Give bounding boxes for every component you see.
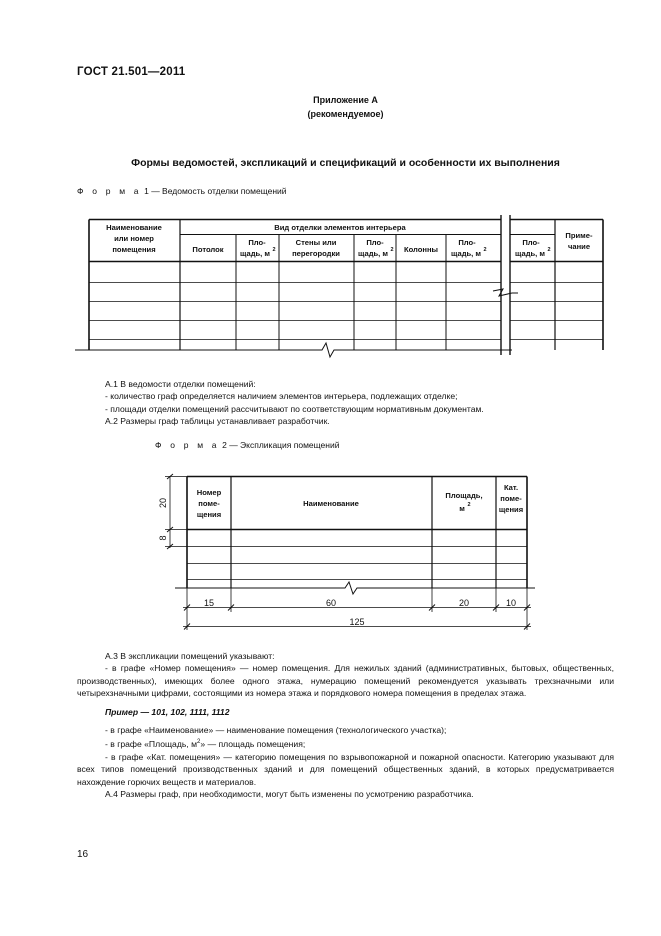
form1-col-ceiling: Потолок bbox=[192, 245, 224, 254]
form1-col-area2-sup: 2 bbox=[390, 247, 394, 253]
form2-col-area-line2: м bbox=[459, 504, 465, 513]
form2-table bbox=[0, 460, 661, 640]
dim-height-row: 8 bbox=[158, 535, 168, 541]
note-a3-item4: - в графе «Кат. помещения» — категорию помещения по взрывопожарной и пожарной опасности. Категорию указывают для всех типов помещений производственных зданий и для помещений общественных зданий, в которых предусматривается нахождение горючих веществ и материалов. bbox=[77, 751, 614, 787]
form1-col-area3-sup: 2 bbox=[483, 247, 487, 253]
dim-width-total: 125 bbox=[349, 617, 365, 627]
form1-col-area4-line2: щадь, м bbox=[514, 249, 546, 258]
appendix-subtitle: (рекомендуемое) bbox=[307, 109, 384, 119]
form2-col-area-sup: 2 bbox=[467, 502, 471, 508]
form1-caption-word: Ф о р м а bbox=[77, 186, 142, 196]
form1-col-name-line3: помещения bbox=[112, 245, 156, 254]
form2-caption-word: Ф о р м а bbox=[155, 440, 220, 450]
page-number: 16 bbox=[77, 849, 89, 860]
form2-col-number-line2: поме- bbox=[198, 499, 220, 508]
form1-col-area1-line2: щадь, м bbox=[239, 249, 271, 258]
form1-group-header: Вид отделки элементов интерьера bbox=[274, 223, 406, 232]
form1-table bbox=[0, 0, 661, 380]
form1-col-note-line2: чание bbox=[567, 242, 591, 251]
form1-col-area1-line1: Пло- bbox=[248, 238, 266, 247]
form1-caption-text: 1 — Ведомость отделки помещений bbox=[144, 186, 287, 196]
form1-col-name-line1: Наименование bbox=[106, 223, 162, 232]
form1-col-area4-sup: 2 bbox=[547, 247, 551, 253]
note-a2: А.2 Размеры граф таблицы устанавливает разработчик. bbox=[105, 416, 330, 427]
note-a1-item1: - количество граф определяется наличием элементов интерьера, подлежащих отделке; bbox=[105, 391, 458, 402]
form1-col-area3-line1: Пло- bbox=[458, 238, 476, 247]
note-a3-item2: - в графе «Наименование» — наименование помещения (технологического участка); bbox=[105, 725, 447, 736]
form2-caption-text: 2 — Экспликация помещений bbox=[222, 440, 340, 450]
document-code: ГОСТ 21.501—2011 bbox=[77, 66, 186, 78]
form2-col-name: Наименование bbox=[303, 499, 359, 508]
form1-col-walls-line2: перегородки bbox=[292, 249, 340, 258]
form1-col-area3-line2: щадь, м bbox=[450, 249, 482, 258]
note-a3-item3-prefix: - в графе «Площадь, м bbox=[105, 739, 198, 750]
dim-width-number: 15 bbox=[203, 598, 215, 608]
note-a3-item3 bbox=[77, 736, 614, 750]
form2-col-cat-line1: Кат. bbox=[503, 483, 519, 492]
dim-width-cat: 10 bbox=[505, 598, 517, 608]
note-a3-item1: - в графе «Номер помещения» — номер помещения. Для нежилых зданий (административных, бытовых, общественных, производственных), имеющих более одного этажа, нумерацию помещений рекомендуется указывать трехзначными или четырехзначными цифрами, состоящими из номера этажа и порядкового номера помещения в пределах этажа. bbox=[77, 663, 614, 699]
form1-col-area2-line2: щадь, м bbox=[357, 249, 389, 258]
note-a1-item2: - площади отделки помещений рассчитывают по соответствующим нормативным документам. bbox=[105, 403, 484, 414]
form2-caption bbox=[155, 440, 339, 450]
form2-col-number-line3: щения bbox=[196, 510, 222, 519]
note-a3-intro: А.3 В экспликации помещений указывают: bbox=[105, 651, 275, 661]
form1-col-area1-sup: 2 bbox=[272, 247, 276, 253]
notes-a3 bbox=[77, 650, 614, 800]
note-a3-item3-suffix: » — площадь помещения; bbox=[200, 739, 306, 750]
form1-col-note-line1: Приме- bbox=[565, 231, 593, 240]
form1-col-area2-line1: Пло- bbox=[366, 238, 384, 247]
section-title: Формы ведомостей, экспликаций и спецификаций и особенности их выполнения bbox=[131, 157, 560, 169]
form1-col-name-line2: или номер bbox=[114, 234, 154, 243]
form1-col-columns: Колонны bbox=[403, 245, 439, 254]
form2-col-cat-line3: щения bbox=[498, 505, 524, 514]
form2-col-number-line1: Номер bbox=[196, 488, 222, 497]
notes-a1 bbox=[105, 378, 585, 428]
dim-width-name: 60 bbox=[325, 598, 337, 608]
form2-col-area-line1: Площадь, bbox=[445, 491, 483, 500]
note-a4: А.4 Размеры граф, при необходимости, могут быть изменены по усмотрению разработчика. bbox=[105, 788, 474, 799]
dim-width-area: 20 bbox=[458, 598, 470, 608]
appendix-title: Приложение А bbox=[313, 95, 378, 105]
form1-col-area4-line1: Пло- bbox=[522, 238, 540, 247]
form1-col-walls-line1: Стены или bbox=[295, 238, 337, 247]
note-a3-example: Пример — 101, 102, 1111, 1112 bbox=[105, 706, 230, 717]
note-a1: А.1 В ведомости отделки помещений: bbox=[105, 379, 256, 389]
note-a3-item3-sup: 2 bbox=[197, 739, 201, 746]
form2-col-cat-line2: поме- bbox=[500, 494, 522, 503]
dim-height-header: 20 bbox=[158, 497, 168, 509]
